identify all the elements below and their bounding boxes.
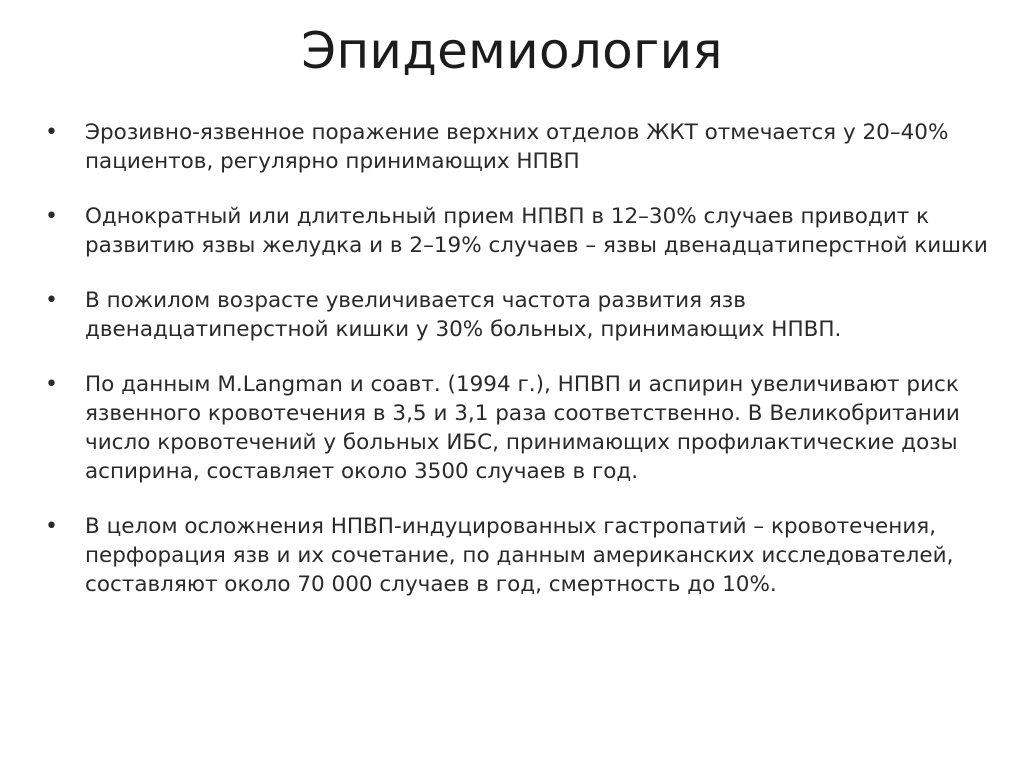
bullet-text-2: Однократный или длительный прием НПВП в 12–30% случаев приводит к развитию язвы желудка и в 2–19% случаев – язвы двенадцатиперстной кишки [85, 204, 988, 258]
bullet-item-2 [45, 202, 995, 260]
bullet-marker: • [45, 204, 58, 229]
bullet-item-4 [45, 370, 995, 486]
bullet-text-4: По данным M.Langman и соавт. (1994 г.), НПВП и аспирин увеличивают риск язвенного кровотечения в 3,5 и 3,1 раза соответственно. В Великобритании число кровотечений у больных ИБС, принимающих профилактические дозы аспирина, составляет около 3500 случаев в год. [85, 372, 960, 484]
bullet-marker: • [45, 288, 58, 313]
slide-title: Эпидемиология [301, 22, 723, 80]
bullet-marker: • [45, 120, 58, 145]
bullet-text-3: В пожилом возрасте увеличивается частота развития язв двенадцатиперстной кишки у 30% больных, принимающих НПВП. [85, 288, 842, 342]
bullet-item-1 [45, 118, 995, 176]
bullet-text-1: Эрозивно-язвенное поражение верхних отделов ЖКТ отмечается у 20–40% пациентов, регулярно принимающих НПВП [85, 120, 949, 174]
bullet-marker: • [45, 372, 58, 397]
bullet-list [45, 118, 995, 625]
bullet-item-3 [45, 286, 995, 344]
bullet-text-5: В целом осложнения НПВП-индуцированных гастропатий – кровотечения, перфорация язв и их сочетание, по данным американских исследователей, составляют около 70 000 случаев в год, смертность до 10%. [85, 514, 954, 597]
bullet-item-5 [45, 512, 995, 599]
bullet-marker: • [45, 514, 58, 539]
